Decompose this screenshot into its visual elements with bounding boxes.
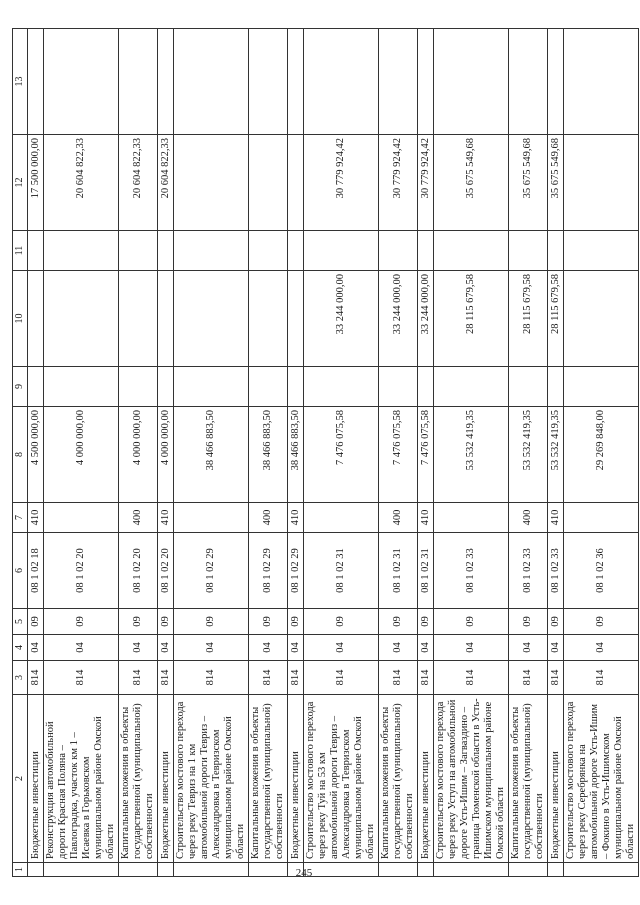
amount-9 bbox=[304, 367, 379, 407]
item-name: Строительство мостового перехода через реку Тевриз на 1 км автомобильной дороги Тевриз – Александровка в Тевризском муниципальном районе Омской области bbox=[174, 695, 249, 863]
amount-11 bbox=[28, 231, 44, 271]
item-name: Строительство мостового перехода через реку Туй на 53 км автомобильной дороги Тевриз – Александровка в Тевризском муниципальном районе Омской области bbox=[304, 695, 379, 863]
amount-8: 29 269 848,00 bbox=[564, 407, 639, 503]
first-cell bbox=[434, 863, 509, 877]
code-6: 08 1 02 33 bbox=[509, 533, 548, 609]
code-7: 400 bbox=[249, 503, 288, 533]
code-3: 814 bbox=[119, 661, 158, 695]
code-5: 09 bbox=[158, 609, 174, 635]
amount-12 bbox=[249, 135, 288, 231]
first-cell bbox=[44, 863, 119, 877]
amount-9 bbox=[288, 367, 304, 407]
item-name: Строительство мостового перехода через реку Серебрянка на автомобильной дороге Усть-Ишим – Фокино в Усть-Ишимском муниципальном районе Омской области bbox=[564, 695, 639, 863]
amount-13 bbox=[249, 29, 288, 135]
col-header-9: 9 bbox=[13, 367, 28, 407]
amount-13 bbox=[44, 29, 119, 135]
col-header-3: 3 bbox=[13, 661, 28, 695]
amount-9 bbox=[509, 367, 548, 407]
item-name: Капитальные вложения в объекты государственной (муниципальной) собственности bbox=[249, 695, 288, 863]
amount-13 bbox=[28, 29, 44, 135]
amount-10: 33 244 000,00 bbox=[418, 271, 434, 367]
first-cell bbox=[564, 863, 639, 877]
amount-8: 7 476 075,58 bbox=[418, 407, 434, 503]
amount-11 bbox=[249, 231, 288, 271]
amount-13 bbox=[379, 29, 418, 135]
table-row bbox=[564, 29, 639, 877]
amount-13 bbox=[509, 29, 548, 135]
col-header-5: 5 bbox=[13, 609, 28, 635]
amount-12: 30 779 924,42 bbox=[418, 135, 434, 231]
col-header-4: 4 bbox=[13, 635, 28, 661]
amount-13 bbox=[158, 29, 174, 135]
amount-11 bbox=[548, 231, 564, 271]
amount-10 bbox=[288, 271, 304, 367]
code-3: 814 bbox=[288, 661, 304, 695]
amount-12: 30 779 924,42 bbox=[304, 135, 379, 231]
amount-10: 33 244 000,00 bbox=[379, 271, 418, 367]
code-4: 04 bbox=[379, 635, 418, 661]
table-row bbox=[44, 29, 119, 877]
amount-10 bbox=[174, 271, 249, 367]
code-4: 04 bbox=[288, 635, 304, 661]
code-7 bbox=[564, 503, 639, 533]
amount-9 bbox=[119, 367, 158, 407]
code-3: 814 bbox=[304, 661, 379, 695]
code-3: 814 bbox=[249, 661, 288, 695]
code-3: 814 bbox=[28, 661, 44, 695]
code-7: 410 bbox=[158, 503, 174, 533]
amount-8: 4 000 000,00 bbox=[119, 407, 158, 503]
code-7: 400 bbox=[509, 503, 548, 533]
amount-11 bbox=[379, 231, 418, 271]
amount-12: 35 675 549,68 bbox=[548, 135, 564, 231]
amount-9 bbox=[158, 367, 174, 407]
amount-8: 53 532 419,35 bbox=[509, 407, 548, 503]
first-cell bbox=[509, 863, 548, 877]
code-4: 04 bbox=[434, 635, 509, 661]
amount-12: 17 500 000,00 bbox=[28, 135, 44, 231]
amount-13 bbox=[418, 29, 434, 135]
table-row bbox=[304, 29, 379, 877]
item-name: Бюджетные инвестиции bbox=[28, 695, 44, 863]
amount-9 bbox=[418, 367, 434, 407]
amount-9 bbox=[249, 367, 288, 407]
code-7: 410 bbox=[28, 503, 44, 533]
amount-10 bbox=[564, 271, 639, 367]
code-3: 814 bbox=[379, 661, 418, 695]
amount-9 bbox=[28, 367, 44, 407]
code-6: 08 1 02 33 bbox=[548, 533, 564, 609]
item-name: Реконструкция автомобильной дороги Красная Поляна – Павлоградка, участок км 1 – Исаевка в Горьковском муниципальном районе Омской области bbox=[44, 695, 119, 863]
amount-8: 38 466 883,50 bbox=[174, 407, 249, 503]
item-name: Капитальные вложения в объекты государственной (муниципальной) собственности bbox=[119, 695, 158, 863]
code-6: 08 1 02 36 bbox=[564, 533, 639, 609]
code-5: 09 bbox=[28, 609, 44, 635]
item-name: Бюджетные инвестиции bbox=[158, 695, 174, 863]
table-row bbox=[548, 29, 564, 877]
amount-13 bbox=[174, 29, 249, 135]
code-6: 08 1 02 31 bbox=[304, 533, 379, 609]
code-3: 814 bbox=[509, 661, 548, 695]
amount-11 bbox=[288, 231, 304, 271]
code-4: 04 bbox=[44, 635, 119, 661]
amount-8: 38 466 883,50 bbox=[249, 407, 288, 503]
code-6: 08 1 02 18 bbox=[28, 533, 44, 609]
code-4: 04 bbox=[249, 635, 288, 661]
code-6: 08 1 02 29 bbox=[249, 533, 288, 609]
header-row bbox=[13, 29, 28, 877]
first-cell bbox=[119, 863, 158, 877]
amount-13 bbox=[119, 29, 158, 135]
item-name: Капитальные вложения в объекты государственной (муниципальной) собственности bbox=[509, 695, 548, 863]
amount-10: 28 115 679,58 bbox=[548, 271, 564, 367]
code-3: 814 bbox=[158, 661, 174, 695]
first-cell bbox=[158, 863, 174, 877]
code-6: 08 1 02 20 bbox=[119, 533, 158, 609]
code-5: 09 bbox=[44, 609, 119, 635]
item-name: Бюджетные инвестиции bbox=[288, 695, 304, 863]
code-3: 814 bbox=[44, 661, 119, 695]
code-6: 08 1 02 20 bbox=[158, 533, 174, 609]
code-4: 04 bbox=[174, 635, 249, 661]
amount-12: 20 604 822,33 bbox=[119, 135, 158, 231]
table-row bbox=[379, 29, 418, 877]
col-header-12: 12 bbox=[13, 135, 28, 231]
amount-8: 4 000 000,00 bbox=[44, 407, 119, 503]
amount-10: 28 115 679,58 bbox=[434, 271, 509, 367]
code-7 bbox=[174, 503, 249, 533]
code-4: 04 bbox=[418, 635, 434, 661]
table-row bbox=[509, 29, 548, 877]
amount-12: 35 675 549,68 bbox=[509, 135, 548, 231]
amount-10: 33 244 000,00 bbox=[304, 271, 379, 367]
table-body bbox=[28, 29, 639, 877]
code-3: 814 bbox=[434, 661, 509, 695]
amount-13 bbox=[434, 29, 509, 135]
code-5: 09 bbox=[379, 609, 418, 635]
amount-8: 38 466 883,50 bbox=[288, 407, 304, 503]
table-row bbox=[28, 29, 44, 877]
amount-10 bbox=[44, 271, 119, 367]
first-cell bbox=[288, 863, 304, 877]
code-4: 04 bbox=[548, 635, 564, 661]
first-cell bbox=[548, 863, 564, 877]
code-5: 09 bbox=[509, 609, 548, 635]
code-7: 400 bbox=[119, 503, 158, 533]
amount-8: 4 500 000,00 bbox=[28, 407, 44, 503]
item-name: Бюджетные инвестиции bbox=[418, 695, 434, 863]
page-number: 245 bbox=[295, 867, 313, 879]
code-6: 08 1 02 33 bbox=[434, 533, 509, 609]
code-5: 09 bbox=[418, 609, 434, 635]
code-4: 04 bbox=[564, 635, 639, 661]
code-3: 814 bbox=[564, 661, 639, 695]
code-3: 814 bbox=[174, 661, 249, 695]
amount-11 bbox=[418, 231, 434, 271]
col-header-2: 2 bbox=[13, 695, 28, 863]
first-cell bbox=[379, 863, 418, 877]
code-5: 09 bbox=[548, 609, 564, 635]
table-row bbox=[249, 29, 288, 877]
code-7: 410 bbox=[418, 503, 434, 533]
amount-9 bbox=[174, 367, 249, 407]
first-cell bbox=[304, 863, 379, 877]
first-cell bbox=[249, 863, 288, 877]
amount-13 bbox=[288, 29, 304, 135]
code-6: 08 1 02 20 bbox=[44, 533, 119, 609]
amount-8: 53 532 419,35 bbox=[548, 407, 564, 503]
code-4: 04 bbox=[158, 635, 174, 661]
amount-12: 20 604 822,33 bbox=[158, 135, 174, 231]
code-4: 04 bbox=[304, 635, 379, 661]
amount-10 bbox=[158, 271, 174, 367]
code-3: 814 bbox=[548, 661, 564, 695]
code-7 bbox=[434, 503, 509, 533]
amount-11 bbox=[509, 231, 548, 271]
amount-10: 28 115 679,58 bbox=[509, 271, 548, 367]
amount-8: 7 476 075,58 bbox=[379, 407, 418, 503]
col-header-1: 1 bbox=[13, 863, 28, 877]
item-name: Бюджетные инвестиции bbox=[548, 695, 564, 863]
first-cell bbox=[28, 863, 44, 877]
amount-11 bbox=[158, 231, 174, 271]
amount-12 bbox=[174, 135, 249, 231]
code-5: 09 bbox=[434, 609, 509, 635]
table-row bbox=[434, 29, 509, 877]
code-5: 09 bbox=[249, 609, 288, 635]
code-4: 04 bbox=[509, 635, 548, 661]
col-header-11: 11 bbox=[13, 231, 28, 271]
first-cell bbox=[418, 863, 434, 877]
col-header-7: 7 bbox=[13, 503, 28, 533]
amount-13 bbox=[564, 29, 639, 135]
amount-10 bbox=[28, 271, 44, 367]
amount-8: 7 476 075,58 bbox=[304, 407, 379, 503]
code-5: 09 bbox=[288, 609, 304, 635]
amount-12 bbox=[288, 135, 304, 231]
amount-10 bbox=[249, 271, 288, 367]
col-header-13: 13 bbox=[13, 29, 28, 135]
col-header-6: 6 bbox=[13, 533, 28, 609]
code-5: 09 bbox=[174, 609, 249, 635]
code-7: 410 bbox=[288, 503, 304, 533]
budget-table bbox=[12, 28, 639, 877]
code-6: 08 1 02 29 bbox=[174, 533, 249, 609]
code-5: 09 bbox=[564, 609, 639, 635]
item-name: Строительство мостового перехода через реку Уступ на автомобильной дороге Усть-Ишим – Загваздино – граница Тюменской области в Усть-Ишимском муниципальном районе Омской области bbox=[434, 695, 509, 863]
amount-11 bbox=[119, 231, 158, 271]
item-name: Капитальные вложения в объекты государственной (муниципальной) собственности bbox=[379, 695, 418, 863]
amount-13 bbox=[548, 29, 564, 135]
code-6: 08 1 02 31 bbox=[379, 533, 418, 609]
amount-8: 53 532 419,35 bbox=[434, 407, 509, 503]
amount-10 bbox=[119, 271, 158, 367]
table-row bbox=[174, 29, 249, 877]
code-7 bbox=[44, 503, 119, 533]
amount-12: 20 604 822,33 bbox=[44, 135, 119, 231]
col-header-10: 10 bbox=[13, 271, 28, 367]
first-cell bbox=[174, 863, 249, 877]
col-header-8: 8 bbox=[13, 407, 28, 503]
amount-9 bbox=[548, 367, 564, 407]
amount-12: 30 779 924,42 bbox=[379, 135, 418, 231]
amount-9 bbox=[44, 367, 119, 407]
code-3: 814 bbox=[418, 661, 434, 695]
code-7: 410 bbox=[548, 503, 564, 533]
amount-9 bbox=[434, 367, 509, 407]
amount-11 bbox=[564, 231, 639, 271]
amount-12 bbox=[564, 135, 639, 231]
code-4: 04 bbox=[28, 635, 44, 661]
code-6: 08 1 02 29 bbox=[288, 533, 304, 609]
amount-8: 4 000 000,00 bbox=[158, 407, 174, 503]
amount-11 bbox=[44, 231, 119, 271]
code-7: 400 bbox=[379, 503, 418, 533]
code-5: 09 bbox=[119, 609, 158, 635]
amount-11 bbox=[304, 231, 379, 271]
code-7 bbox=[304, 503, 379, 533]
code-4: 04 bbox=[119, 635, 158, 661]
table-row bbox=[158, 29, 174, 877]
table-row bbox=[418, 29, 434, 877]
table-row bbox=[119, 29, 158, 877]
amount-12: 35 675 549,68 bbox=[434, 135, 509, 231]
amount-11 bbox=[434, 231, 509, 271]
code-6: 08 1 02 31 bbox=[418, 533, 434, 609]
amount-13 bbox=[304, 29, 379, 135]
amount-11 bbox=[174, 231, 249, 271]
table-row bbox=[288, 29, 304, 877]
code-5: 09 bbox=[304, 609, 379, 635]
amount-9 bbox=[379, 367, 418, 407]
amount-9 bbox=[564, 367, 639, 407]
